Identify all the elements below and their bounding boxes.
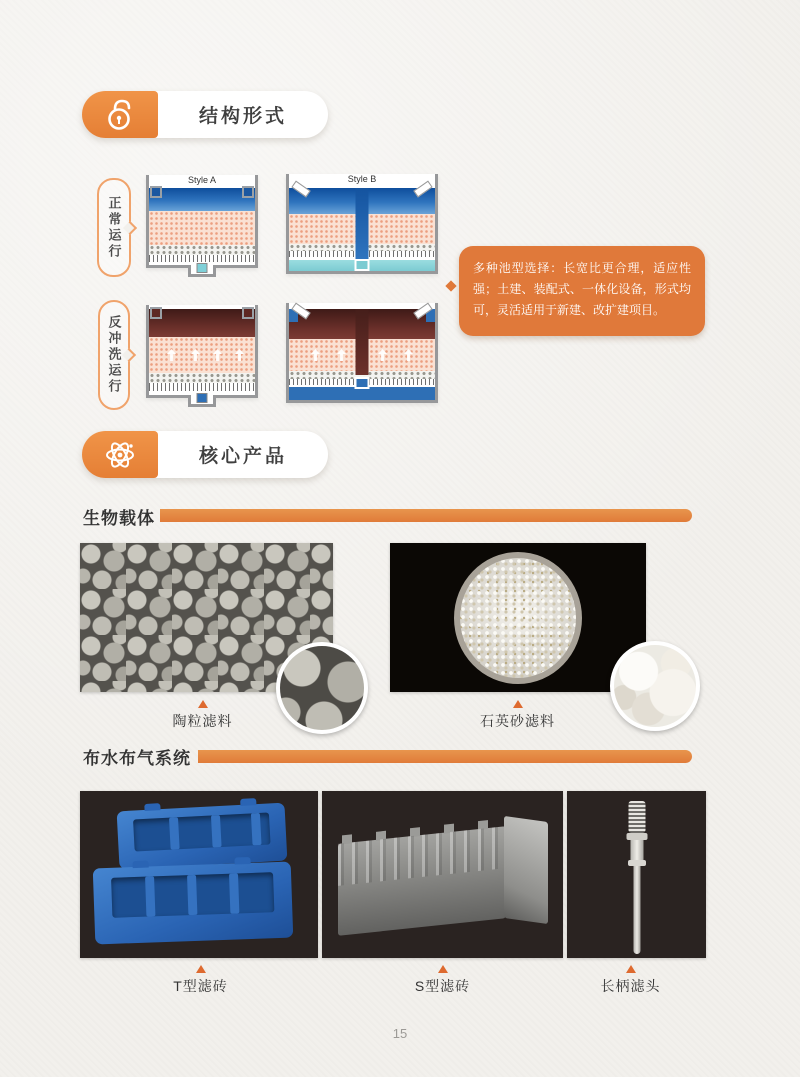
bottom-inlet bbox=[188, 395, 216, 407]
caption-triangle-icon bbox=[626, 965, 636, 973]
caption-t-brick bbox=[138, 965, 263, 996]
backwash-label: 反冲洗运行 bbox=[106, 315, 122, 395]
normal-operation-label: 正常运行 bbox=[106, 195, 122, 260]
brick-rib bbox=[187, 875, 197, 915]
brick-rib bbox=[211, 815, 222, 847]
diagram-style-b-normal bbox=[286, 174, 438, 274]
subsection-title-distribution: 布水布气系统 bbox=[83, 749, 191, 768]
trough-right bbox=[242, 307, 254, 319]
normal-operation-label-bubble bbox=[97, 178, 131, 277]
section-badge-structure bbox=[82, 91, 328, 138]
bubble-notch bbox=[123, 220, 137, 234]
subsection-title-bio-carrier: 生物载体 bbox=[83, 509, 155, 528]
caption-text: 陶粒滤料 bbox=[172, 713, 233, 729]
filter-media-layer bbox=[149, 211, 255, 245]
quartz-sand-photo bbox=[390, 543, 646, 692]
trough-left bbox=[150, 186, 162, 198]
flow-up-arrow bbox=[404, 349, 413, 361]
caption-quartz-sand bbox=[455, 700, 580, 731]
caption-filter-head bbox=[568, 965, 693, 996]
style-b-title: Style B bbox=[347, 174, 377, 184]
section-badge-products bbox=[82, 431, 328, 478]
caption-ceramic-media bbox=[140, 700, 265, 731]
brick-tab bbox=[133, 861, 149, 869]
brick-rib bbox=[229, 873, 239, 913]
s-brick-body bbox=[338, 826, 506, 936]
bubble-notch bbox=[122, 348, 136, 362]
filter-head-photo bbox=[567, 791, 706, 958]
support-gravel-layer bbox=[149, 373, 255, 383]
brick-recess bbox=[111, 872, 274, 918]
quartz-sand-inset-photo bbox=[610, 641, 700, 731]
caption-triangle-icon bbox=[438, 965, 448, 973]
s-brick-end-face bbox=[504, 816, 548, 924]
center-channel bbox=[356, 188, 369, 259]
support-gravel-layer bbox=[149, 245, 255, 255]
filter-media-layer bbox=[149, 337, 255, 373]
trough-left bbox=[150, 307, 162, 319]
brick-rib bbox=[145, 876, 155, 916]
filter-head-body bbox=[630, 840, 643, 860]
brick-tab bbox=[144, 803, 160, 811]
filter-head-spring bbox=[628, 801, 645, 833]
brick-rib bbox=[169, 817, 180, 849]
outlet-port bbox=[197, 263, 208, 273]
brick-tab bbox=[240, 798, 256, 806]
unlock-icon bbox=[103, 98, 137, 132]
ceramic-media-inset-photo bbox=[276, 642, 368, 734]
backwash-label-bubble bbox=[98, 300, 130, 410]
page-number: 15 bbox=[392, 1026, 408, 1041]
caption-text: S型滤砖 bbox=[414, 978, 471, 994]
flow-up-arrow bbox=[191, 349, 200, 361]
caption-triangle-icon bbox=[513, 700, 523, 708]
brick-rib bbox=[251, 813, 262, 845]
filter-head-collar bbox=[626, 833, 647, 840]
center-outlet-box bbox=[355, 259, 370, 271]
backwash-water-layer bbox=[149, 309, 255, 337]
filter-head-stem bbox=[633, 866, 640, 954]
flow-up-arrow bbox=[311, 349, 320, 361]
inlet-port bbox=[197, 393, 208, 403]
flow-up-arrow bbox=[213, 349, 222, 361]
t-brick-lower bbox=[93, 862, 294, 945]
quartz-bowl bbox=[454, 552, 582, 684]
brick-recess bbox=[133, 812, 270, 851]
center-channel bbox=[356, 309, 369, 375]
subsection-bar bbox=[198, 750, 692, 763]
subsection-bar bbox=[160, 509, 692, 522]
caption-text: T型滤砖 bbox=[173, 978, 228, 994]
flow-up-arrow bbox=[337, 349, 346, 361]
section-badge-products-label: 核心产品 bbox=[198, 446, 287, 467]
t-brick-photo bbox=[80, 791, 318, 958]
s-brick-photo bbox=[322, 791, 563, 958]
flow-up-arrow bbox=[378, 349, 387, 361]
caption-text: 石英砂滤料 bbox=[480, 713, 555, 729]
badge-icon-wrap bbox=[82, 431, 158, 478]
atom-icon bbox=[102, 437, 138, 473]
diagram-style-b-backwash bbox=[286, 303, 438, 403]
flow-up-arrow bbox=[235, 349, 244, 361]
badge-icon-wrap bbox=[82, 91, 158, 138]
nozzle-plate-layer bbox=[149, 255, 255, 262]
diagram-style-a-backwash bbox=[146, 305, 258, 398]
section-badge-structure-label: 结构形式 bbox=[198, 106, 287, 127]
callout-pointer bbox=[445, 280, 456, 291]
nozzle-plate-layer bbox=[149, 383, 255, 391]
t-brick-upper bbox=[117, 803, 288, 870]
caption-s-brick bbox=[380, 965, 505, 996]
pool-type-callout: 多种池型选择：长宽比更合理，适应性强；土建、装配式、一体化设备，形式均可，灵活适用于新建、改扩建项目。 bbox=[459, 246, 705, 336]
diagram-style-a-normal bbox=[146, 175, 258, 268]
water-layer bbox=[149, 188, 255, 211]
style-a-title: Style A bbox=[187, 175, 216, 185]
flow-up-arrow bbox=[167, 349, 176, 361]
caption-triangle-icon bbox=[198, 700, 208, 708]
caption-text: 长柄滤头 bbox=[600, 978, 661, 994]
center-inlet-box bbox=[355, 377, 370, 389]
brick-tab bbox=[234, 857, 250, 865]
bottom-outlet bbox=[188, 265, 216, 277]
caption-triangle-icon bbox=[196, 965, 206, 973]
trough-right bbox=[242, 186, 254, 198]
